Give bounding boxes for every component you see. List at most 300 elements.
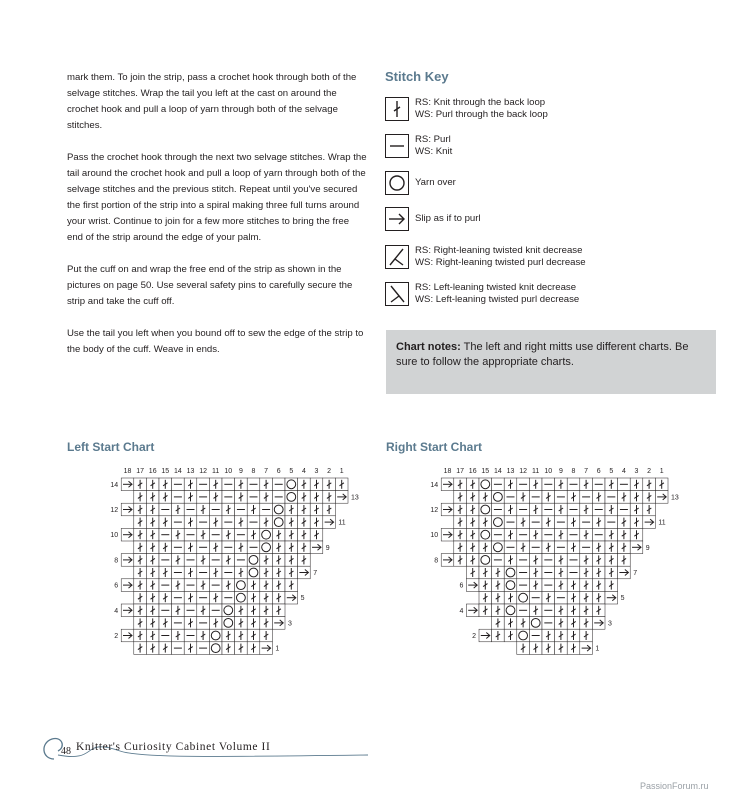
chart-cell (247, 604, 260, 617)
column-number: 13 (186, 468, 195, 475)
chart-cell (184, 554, 197, 567)
chart-cell (605, 491, 618, 504)
chart-cell (134, 566, 147, 579)
chart-cell (159, 566, 172, 579)
column-number: 6 (276, 468, 281, 475)
key-item-knit-tbl (385, 93, 548, 125)
chart-cell (529, 491, 542, 504)
chart-cell (172, 541, 185, 554)
chart-cell (542, 642, 555, 655)
chart-cell (580, 591, 593, 604)
right-decrease-icon (385, 245, 409, 269)
column-number: 1 (339, 468, 344, 475)
chart-cell (222, 554, 235, 567)
chart-cell (197, 566, 210, 579)
left-decrease-icon (385, 282, 409, 306)
chart-cell (542, 604, 555, 617)
chart-cell (580, 642, 593, 655)
chart-cell (529, 516, 542, 529)
chart-cell (184, 478, 197, 491)
chart-cell (146, 579, 159, 592)
chart-cell (260, 541, 273, 554)
chart-cell (504, 528, 517, 541)
chart-cell (492, 478, 505, 491)
chart-cell (134, 604, 147, 617)
column-number: 4 (301, 468, 306, 475)
chart-cell (209, 541, 222, 554)
chart-cell (441, 528, 454, 541)
chart-cell (184, 579, 197, 592)
column-number: 5 (609, 468, 614, 475)
chart-cell (172, 591, 185, 604)
chart-cell (492, 541, 505, 554)
chart-cell (618, 478, 631, 491)
chart-cell (184, 541, 197, 554)
chart-cell (222, 629, 235, 642)
chart-cell (272, 579, 285, 592)
chart-cell (121, 478, 134, 491)
chart-cell (146, 566, 159, 579)
chart-cell (172, 629, 185, 642)
chart-cell (555, 617, 568, 630)
chart-cell (618, 503, 631, 516)
chart-cell (567, 566, 580, 579)
chart-cell (184, 642, 197, 655)
column-number: 15 (481, 468, 490, 475)
row-number: 12 (110, 507, 119, 514)
row-number: 11 (658, 519, 666, 527)
key-line: RS: Right-leaning twisted knit decrease (415, 245, 583, 256)
chart-cell (197, 629, 210, 642)
chart-cell (298, 528, 311, 541)
column-number: 7 (264, 468, 269, 475)
chart-cell (630, 491, 643, 504)
chart-cell (567, 491, 580, 504)
chart-cell (159, 617, 172, 630)
chart-cell (555, 579, 568, 592)
yarn-over-icon (385, 171, 409, 195)
chart-cell (517, 642, 530, 655)
paragraph: Pass the crochet hook through the next two selvage stitches. Wrap the tail around the crochet hook and pull a loop of yarn through both of the selvage stitches and the previous stitch. Repeat until you've secured the first portion of the strip into a spiral making three full turns around your wrist. Continue to join for a few more stitches to bring the free end of the strip around the edge of your palm. (67, 152, 367, 243)
column-number: 14 (174, 468, 182, 475)
paragraph: Put the cuff on and wrap the free end of the strip as shown in the pictures on page 50. Use several safety pins to carefully secure the strip and take the cuff off. (67, 264, 353, 307)
chart-cell (146, 604, 159, 617)
chart-cell (197, 591, 210, 604)
column-number: 2 (647, 468, 652, 475)
chart-cell (184, 591, 197, 604)
column-number: 7 (584, 468, 589, 475)
chart-cell (272, 617, 285, 630)
chart-cell (146, 617, 159, 630)
chart-cell (529, 591, 542, 604)
chart-cell (146, 541, 159, 554)
chart-cell (121, 503, 134, 516)
chart-cell (592, 554, 605, 567)
chart-cell (222, 579, 235, 592)
chart-cell (504, 503, 517, 516)
chart-cell (260, 591, 273, 604)
chart-cell (272, 478, 285, 491)
chart-cell (197, 579, 210, 592)
chart-cell (618, 554, 631, 567)
chart-cell (479, 491, 492, 504)
chart-cell (479, 579, 492, 592)
chart-cell (184, 528, 197, 541)
chart-cell (146, 528, 159, 541)
row-number: 6 (114, 582, 119, 590)
chart-cell (542, 617, 555, 630)
chart-cell (222, 604, 235, 617)
chart-cell (492, 554, 505, 567)
chart-cell (134, 629, 147, 642)
chart-cell (542, 629, 555, 642)
chart-cell (222, 541, 235, 554)
chart-cell (285, 566, 298, 579)
row-number: 4 (459, 607, 464, 615)
chart-cell (567, 591, 580, 604)
row-number: 13 (351, 494, 359, 502)
chart-cell (479, 554, 492, 567)
chart-cell (247, 554, 260, 567)
chart-cell (222, 617, 235, 630)
chart-cell (247, 579, 260, 592)
column-number: 18 (443, 468, 452, 475)
chart-cell (542, 579, 555, 592)
chart-cell (529, 604, 542, 617)
chart-cell (260, 554, 273, 567)
chart-cell (209, 554, 222, 567)
chart-cell (555, 541, 568, 554)
row-number: 5 (620, 595, 625, 603)
chart-cell (235, 579, 248, 592)
slip-arrow-icon (385, 207, 409, 231)
chart-cell (159, 528, 172, 541)
chart-cell (454, 491, 467, 504)
chart-cell (159, 516, 172, 529)
chart-cell (209, 566, 222, 579)
chart-cell (492, 617, 505, 630)
chart-cell (247, 617, 260, 630)
chart-cell (479, 541, 492, 554)
chart-cell (172, 516, 185, 529)
chart-cell (159, 554, 172, 567)
row-number: 5 (300, 595, 305, 603)
chart-cell (567, 642, 580, 655)
chart-cell (222, 478, 235, 491)
chart-cell (517, 516, 530, 529)
chart-cell (492, 604, 505, 617)
chart-cell (592, 617, 605, 630)
chart-cell (146, 642, 159, 655)
chart-cell (454, 516, 467, 529)
chart-cell (260, 579, 273, 592)
chart-cell (479, 629, 492, 642)
chart-cell (630, 478, 643, 491)
row-number: 7 (313, 570, 318, 577)
chart-cell (555, 566, 568, 579)
chart-cell (323, 491, 336, 504)
chart-cell (184, 503, 197, 516)
chart-cell (555, 516, 568, 529)
row-number: 4 (114, 607, 119, 615)
chart-cell (272, 541, 285, 554)
chart-cell (235, 642, 248, 655)
chart-cell (504, 604, 517, 617)
column-number: 6 (596, 468, 601, 475)
chart-cell (492, 491, 505, 504)
chart-cell (605, 579, 618, 592)
chart-cell (580, 478, 593, 491)
chart-cell (466, 516, 479, 529)
column-number: 1 (659, 468, 664, 475)
chart-cell (285, 478, 298, 491)
key-item-purl (385, 130, 452, 162)
chart-cell (134, 541, 147, 554)
chart-cell (580, 516, 593, 529)
chart-cell (492, 591, 505, 604)
chart-cell (222, 528, 235, 541)
chart-cell (272, 554, 285, 567)
chart-cell (209, 528, 222, 541)
chart-cell (529, 617, 542, 630)
chart-cell (134, 491, 147, 504)
chart-cell (466, 503, 479, 516)
chart-cell (235, 617, 248, 630)
chart-cell (247, 528, 260, 541)
chart-cell (529, 541, 542, 554)
column-number: 9 (238, 468, 243, 475)
column-number: 16 (148, 468, 157, 475)
key-item-right-dec (385, 241, 586, 273)
chart-cell (567, 478, 580, 491)
column-number: 12 (519, 468, 527, 475)
chart-cell (618, 566, 631, 579)
chart-cell (197, 554, 210, 567)
chart-cell (272, 528, 285, 541)
chart-cell (260, 478, 273, 491)
chart-cell (441, 478, 454, 491)
chart-cell (529, 579, 542, 592)
chart-cell (159, 541, 172, 554)
paragraph: mark them. To join the strip, pass a crochet hook through both of the selvage stitches. Wrap the tail you left at the cast on around the crochet hook and pull a loop of yarn through both of the selvage stitches. (67, 72, 357, 131)
chart-cell (172, 554, 185, 567)
chart-cell (323, 478, 336, 491)
chart-cell (643, 491, 656, 504)
chart-cell (184, 516, 197, 529)
chart-cell (298, 566, 311, 579)
chart-cell (298, 503, 311, 516)
chart-cell (441, 503, 454, 516)
chart-cell (260, 566, 273, 579)
chart-cell (159, 491, 172, 504)
chart-cell (605, 554, 618, 567)
chart-cell (197, 491, 210, 504)
chart-cell (247, 591, 260, 604)
chart-cell (209, 591, 222, 604)
stitch-key-title: Stitch Key (385, 69, 449, 84)
right-start-chart (382, 462, 692, 694)
chart-cell (298, 554, 311, 567)
chart-cell (247, 503, 260, 516)
chart-cell (272, 591, 285, 604)
chart-cell (492, 516, 505, 529)
chart-cell (504, 541, 517, 554)
chart-cell (466, 541, 479, 554)
chart-cell (272, 503, 285, 516)
chart-cell (618, 528, 631, 541)
key-item-yarn-over (385, 167, 456, 199)
column-number: 16 (468, 468, 477, 475)
key-line: WS: Left-leaning twisted purl decrease (415, 294, 580, 305)
chart-cell (517, 566, 530, 579)
chart-cell (580, 503, 593, 516)
chart-cell (630, 528, 643, 541)
column-number: 13 (506, 468, 515, 475)
chart-cell (285, 541, 298, 554)
chart-cell (466, 478, 479, 491)
column-number: 5 (289, 468, 294, 475)
purl-icon (385, 134, 409, 158)
chart-cell (643, 503, 656, 516)
chart-cell (134, 617, 147, 630)
chart-cell (146, 591, 159, 604)
chart-cell (529, 528, 542, 541)
chart-cell (580, 579, 593, 592)
chart-cell (209, 604, 222, 617)
chart-cell (172, 642, 185, 655)
chart-cell (529, 503, 542, 516)
column-number: 17 (456, 468, 464, 475)
chart-notes-text: The left and right mitts use different charts. Be sure to follow the appropriate charts. (396, 341, 689, 368)
column-number: 11 (212, 468, 220, 475)
chart-cell (197, 617, 210, 630)
chart-cell (260, 642, 273, 655)
chart-cell (466, 566, 479, 579)
row-number: 9 (645, 544, 650, 552)
chart-cell (630, 503, 643, 516)
row-number: 6 (459, 582, 464, 590)
chart-cell (567, 617, 580, 630)
chart-cell (247, 478, 260, 491)
chart-cell (134, 528, 147, 541)
chart-cell (517, 528, 530, 541)
chart-cell (492, 503, 505, 516)
chart-cell (592, 591, 605, 604)
chart-cell (146, 516, 159, 529)
chart-cell (580, 541, 593, 554)
chart-cell (159, 591, 172, 604)
chart-cell (529, 566, 542, 579)
row-number: 2 (114, 633, 119, 640)
chart-cell (209, 516, 222, 529)
chart-cell (298, 516, 311, 529)
chart-cell (567, 604, 580, 617)
chart-cell (517, 604, 530, 617)
chart-cell (542, 554, 555, 567)
chart-cell (555, 528, 568, 541)
chart-cell (618, 516, 631, 529)
chart-cell (618, 491, 631, 504)
chart-cell (235, 491, 248, 504)
chart-cell (247, 491, 260, 504)
chart-cell (222, 642, 235, 655)
chart-cell (197, 541, 210, 554)
chart-cell (285, 554, 298, 567)
column-number: 15 (161, 468, 170, 475)
chart-cell (247, 629, 260, 642)
chart-cell (580, 566, 593, 579)
chart-cell (323, 503, 336, 516)
chart-cell (209, 617, 222, 630)
chart-cell (441, 554, 454, 567)
chart-cell (542, 491, 555, 504)
chart-cell (466, 528, 479, 541)
chart-cell (555, 591, 568, 604)
chart-cell (197, 642, 210, 655)
chart-cell (605, 478, 618, 491)
chart-cell (555, 503, 568, 516)
chart-cell (159, 503, 172, 516)
chart-cell (134, 579, 147, 592)
chart-cell (542, 566, 555, 579)
chart-cell (555, 629, 568, 642)
chart-cell (454, 503, 467, 516)
chart-cell (618, 541, 631, 554)
chart-cell (146, 478, 159, 491)
key-line: RS: Left-leaning twisted knit decrease (415, 282, 577, 293)
chart-cell (542, 478, 555, 491)
chart-cell (146, 491, 159, 504)
chart-cell (492, 629, 505, 642)
chart-cell (492, 566, 505, 579)
chart-cell (567, 579, 580, 592)
chart-cell (454, 478, 467, 491)
row-number: 8 (434, 557, 439, 565)
chart-cell (310, 516, 323, 529)
chart-cell (260, 491, 273, 504)
row-number: 14 (430, 481, 439, 489)
chart-cell (235, 566, 248, 579)
chart-cell (517, 541, 530, 554)
chart-cell (184, 491, 197, 504)
chart-cell (197, 503, 210, 516)
chart-cell (605, 516, 618, 529)
chart-cell (504, 491, 517, 504)
chart-cell (260, 528, 273, 541)
right-chart-title: Right Start Chart (386, 440, 482, 454)
column-number: 12 (199, 468, 207, 475)
chart-cell (209, 579, 222, 592)
chart-cell (134, 478, 147, 491)
paragraph: Use the tail you left when you bound off to sew the edge of the strip to the body of the cuff. Weave in ends. (67, 328, 364, 355)
chart-cell (643, 516, 656, 529)
chart-cell (504, 478, 517, 491)
chart-cell (134, 642, 147, 655)
chart-cell (567, 554, 580, 567)
chart-cell (580, 629, 593, 642)
chart-cell (592, 604, 605, 617)
chart-cell (605, 503, 618, 516)
chart-notes-label: Chart notes: (396, 341, 461, 353)
chart-cell (592, 566, 605, 579)
chart-cell (222, 491, 235, 504)
chart-cell (580, 604, 593, 617)
chart-cell (592, 478, 605, 491)
chart-cell (247, 541, 260, 554)
chart-cell (172, 478, 185, 491)
chart-cell (504, 516, 517, 529)
chart-cell (580, 491, 593, 504)
